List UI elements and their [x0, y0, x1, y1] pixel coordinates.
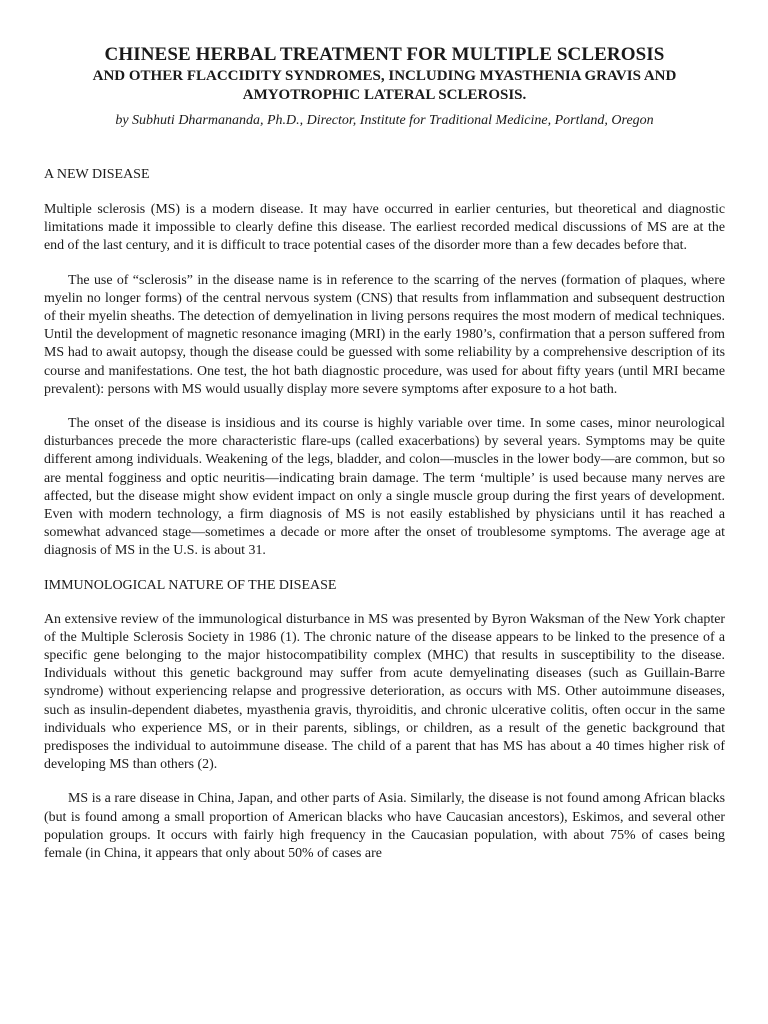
paragraph: The onset of the disease is insidious and its course is highly variable over time. In some cases, minor neurological disturbances precede the more characteristic flare-ups (called exacerbations) by several years. Symptoms may be quite different among individuals. Weakening of the legs, bladder, and colon—muscles in the lower body—are common, but so are mental fogginess and optic neuritis—indicating brain damage. The term ‘multiple’ is used because many nerves are affected, but the disease might show evident impact on only a single muscle group during the first years of development. Even with modern technology, a firm diagnosis of MS is not easily established by physicians until it has reached a somewhat advanced stage—sometimes a decade or more after the onset of troublesome symptoms. The average age at diagnosis of MS in the U.S. is about 31. — [44, 416, 725, 559]
section-heading-new-disease: A NEW DISEASE — [44, 167, 150, 182]
document-page — [44, 44, 725, 863]
author-byline: by Subhuti Dharmananda, Ph.D., Director, Institute for Traditional Medicine, Portland, Oregon — [115, 113, 654, 128]
document-title: CHINESE HERBAL TREATMENT FOR MULTIPLE SCLEROSIS — [104, 44, 665, 65]
paragraph: Multiple sclerosis (MS) is a modern disease. It may have occurred in earlier centuries, but theoretical and diagnostic limitations made it impossible to clearly define this disease. The earliest recorded medical discussions of MS are at the end of the last century, and it is difficult to trace potential cases of the disorder more than a few decades before that. — [44, 202, 725, 254]
section-heading-immunological-nature: IMMUNOLOGICAL NATURE OF THE DISEASE — [44, 577, 337, 593]
paragraph: An extensive review of the immunological disturbance in MS was presented by Byron Waksman of the New York chapter of the Multiple Sclerosis Society in 1986 (1). The chronic nature of the disease appears to be linked to the presence of a specific gene belonging to the major histocompatibility complex (MHC) that results in susceptibility to the disease. Individuals without this genetic background may suffer from acute demyelinating diseases (such as Guillain-Barre syndrome) without experiencing relapse and progressive deterioration, as occurs with MS. Other autoimmune diseases, such as insulin-dependent diabetes, myasthenia gravis, thyroiditis, and chronic ulcerative colitis, often occur in the same individuals who experience MS, or in their parents, siblings, or children, as a result of the genetic background that predisposes the individual to autoimmune disease. The child of a parent that has MS has about a 40 times higher risk of developing MS than others (2). — [44, 611, 725, 773]
paragraph: The use of “sclerosis” in the disease name is in reference to the scarring of the nerves (formation of plaques, where myelin no longer forms) of the central nervous system (CNS) that results from inflammation and subsequent destruction of their myelin sheaths. The detection of demyelination in living persons requires the most modern of medical techniques. Until the development of magnetic resonance imaging (MRI) in the early 1980’s, confirmation that a person suffered from MS had to await autopsy, though the disease could be guessed with some reliability by a comprehensive description of its course and manifestations. One test, the hot bath diagnostic procedure, was used for about fifty years (until MRI became prevalent): persons with MS would usually display more severe symptoms after exposure to a hot bath. — [44, 272, 725, 397]
document-subtitle: AND OTHER FLACCIDITY SYNDROMES, INCLUDING MYASTHENIA GRAVIS AND AMYOTROPHIC LATERAL SCLEROSIS. — [92, 68, 677, 103]
paragraph: MS is a rare disease in China, Japan, and other parts of Asia. Similarly, the disease is not found among African blacks (but is found among a small proportion of American blacks who have Caucasian ancestors), Eskimos, and several other population groups. It occurs with fairly high frequency in the Caucasian population, with about 75% of cases being female (in China, it appears that only about 50% of cases are — [44, 791, 725, 862]
